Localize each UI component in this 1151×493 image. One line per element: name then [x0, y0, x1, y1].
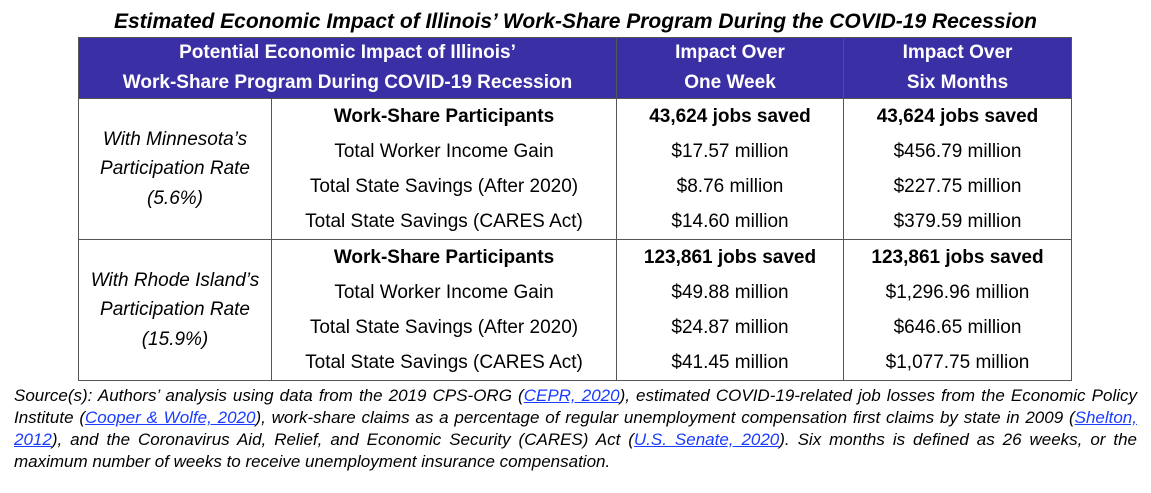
metric-cell: Work-Share Participants	[272, 240, 617, 276]
citation-link-shelton[interactable]: Shelton, 2012	[14, 408, 1137, 449]
six-months-cell: 43,624 jobs saved	[844, 99, 1072, 135]
metric-cell: Work-Share Participants	[272, 99, 617, 135]
metric-cell: Total State Savings (After 2020)	[272, 310, 617, 345]
source-note	[14, 385, 1137, 473]
six-months-cell: $456.79 million	[844, 134, 1072, 169]
header-six-months-line2: Six Months	[906, 72, 1009, 93]
six-months-cell: $379.59 million	[844, 204, 1072, 240]
citation-link-cepr[interactable]: CEPR, 2020	[523, 386, 620, 405]
header-potential-impact-line2: Work-Share Program During COVID-19 Recession	[122, 72, 573, 93]
six-months-cell: $646.65 million	[844, 310, 1072, 345]
header-six-months-line1: Impact Over	[902, 42, 1013, 63]
source-text: ). Six months is defined as 26 weeks, or the maximum number of weeks to receive unemployment insurance compensation.	[14, 430, 1138, 471]
one-week-cell: $14.60 million	[617, 204, 844, 240]
one-week-cell: $17.57 million	[617, 134, 844, 169]
metric-cell: Total Worker Income Gain	[272, 134, 617, 169]
source-text: Source(s): Authors’ analysis using data from the 2019 CPS-ORG (	[14, 386, 524, 405]
source-text: ), work-share claims as a percentage of regular unemployment compensation first claims by state in 2009 (	[255, 408, 1075, 427]
one-week-cell: $41.45 million	[617, 345, 844, 381]
six-months-cell: 123,861 jobs saved	[844, 240, 1072, 276]
header-potential-impact	[79, 38, 617, 99]
six-months-cell: $1,077.75 million	[844, 345, 1072, 381]
group-label-rhode-island: With Rhode Island’s Participation Rate (15.9%)	[79, 240, 272, 381]
metric-cell: Total State Savings (CARES Act)	[272, 345, 617, 381]
header-row	[79, 38, 1072, 99]
header-one-week-line2: One Week	[684, 72, 776, 93]
header-potential-impact-line1: Potential Economic Impact of Illinois’	[179, 42, 516, 63]
six-months-cell: $227.75 million	[844, 169, 1072, 204]
table-row	[79, 240, 1072, 276]
citation-link-cooper-wolfe[interactable]: Cooper & Wolfe, 2020	[84, 408, 256, 427]
header-one-week-line1: Impact Over	[675, 42, 785, 63]
group-label-minnesota: With Minnesota’s Participation Rate (5.6%)	[79, 99, 272, 240]
table-row	[79, 99, 1072, 135]
one-week-cell: 43,624 jobs saved	[617, 99, 844, 135]
one-week-cell: $49.88 million	[617, 275, 844, 310]
citation-link-us-senate[interactable]: U.S. Senate, 2020	[633, 430, 780, 449]
table-title: Estimated Economic Impact of Illinois’ Work-Share Program During the COVID-19 Recession	[113, 10, 1038, 33]
one-week-cell: 123,861 jobs saved	[617, 240, 844, 276]
one-week-cell: $24.87 million	[617, 310, 844, 345]
one-week-cell: $8.76 million	[617, 169, 844, 204]
impact-table	[78, 37, 1072, 381]
metric-cell: Total State Savings (CARES Act)	[272, 204, 617, 240]
source-text: ), and the Coronavirus Aid, Relief, and Economic Security (CARES) Act (	[51, 430, 634, 449]
metric-cell: Total Worker Income Gain	[272, 275, 617, 310]
header-six-months	[844, 38, 1072, 99]
metric-cell: Total State Savings (After 2020)	[272, 169, 617, 204]
header-one-week	[617, 38, 844, 99]
source-text: ), estimated COVID-19-related job losses from the Economic Policy Institute (	[14, 386, 1137, 427]
six-months-cell: $1,296.96 million	[844, 275, 1072, 310]
